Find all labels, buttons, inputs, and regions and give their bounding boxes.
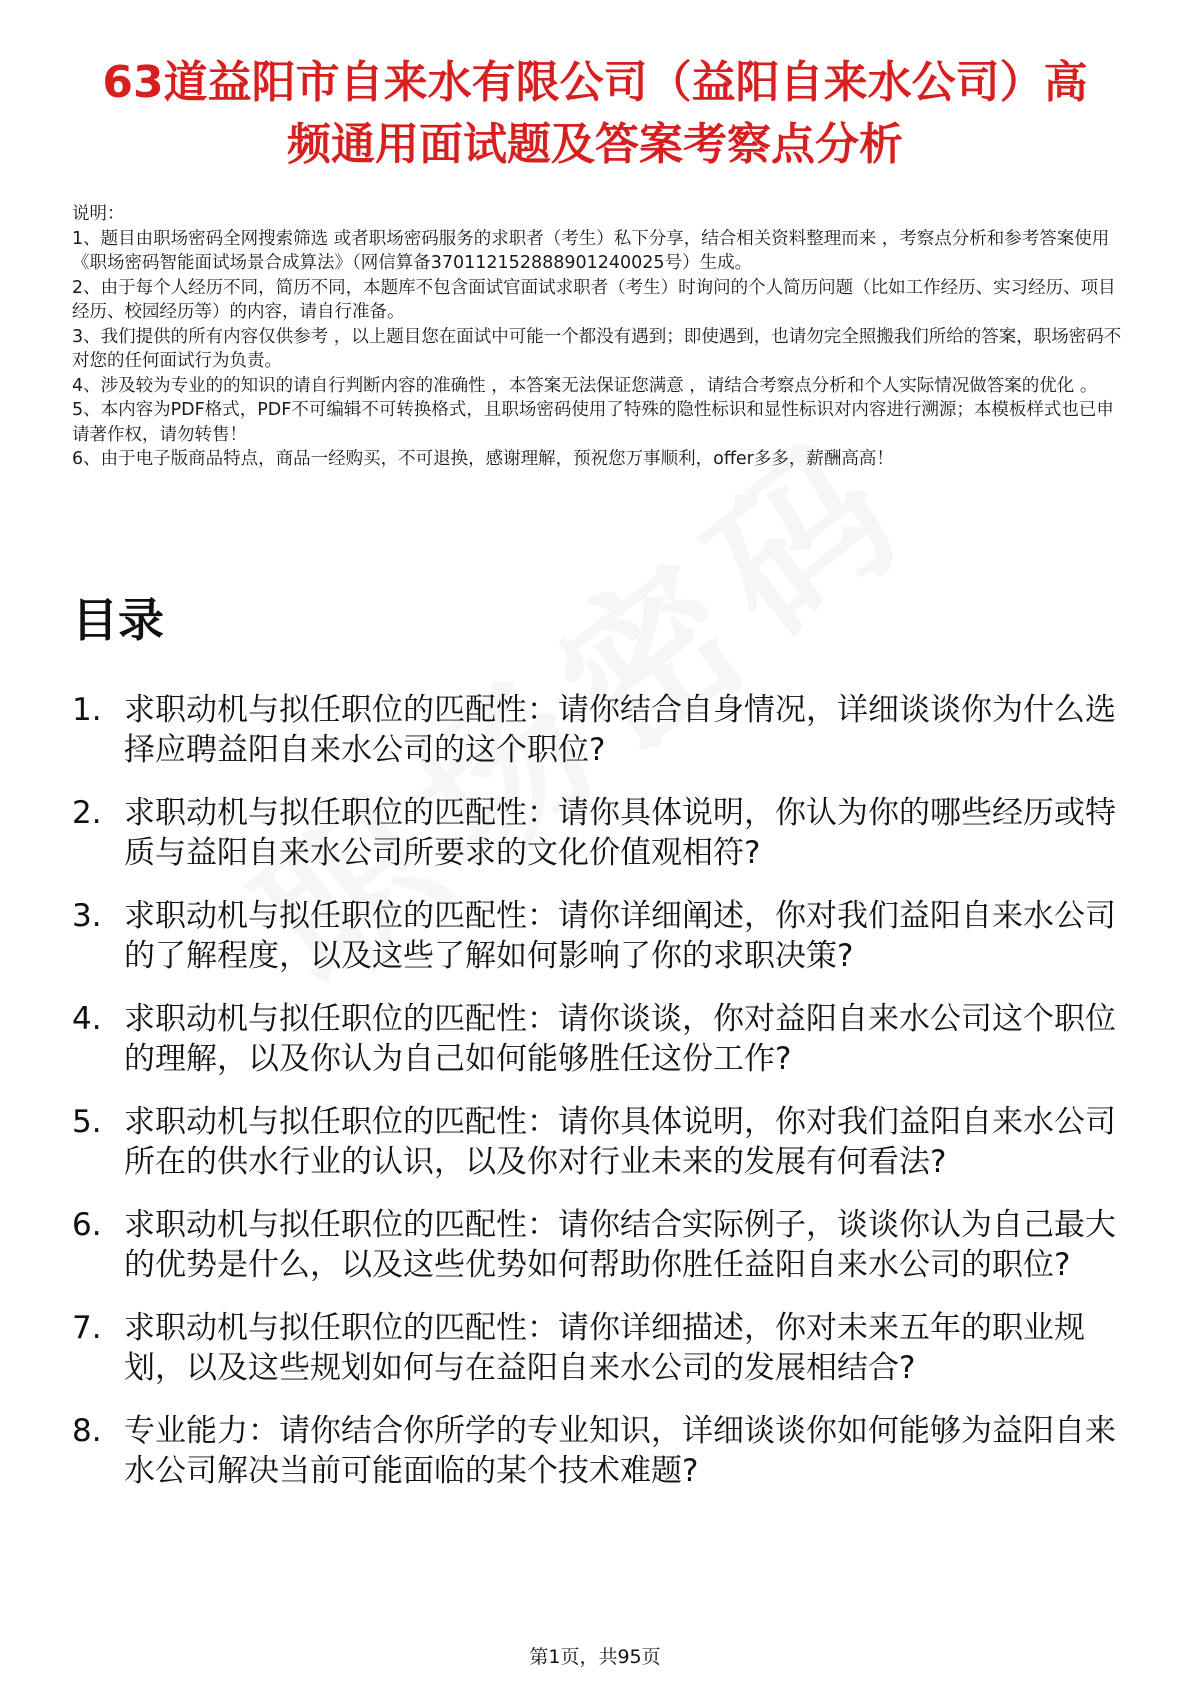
toc-item-text: 专业能力：请你结合你所学的专业知识，详细谈谈你如何能够为益阳自来水公司解决当前可能面临的某个技术难题? (124, 1413, 1116, 1489)
toc-item-number: 5. (72, 1104, 102, 1140)
document-title: 63道益阳市自来水有限公司（益阳自来水公司）高频通用面试题及答案考察点分析 (102, 57, 1088, 170)
note-item: 1、题目由职场密码全网搜索筛选 或者职场密码服务的求职者（考生）私下分享，结合相关资料整理而来 ，考察点分析和参考答案使用《职场密码智能面试场景合成算法》（网信算备370112152888901240025号）生成。 (72, 228, 1110, 273)
toc-item-number: 1. (72, 692, 102, 728)
note-item: 2、由于每个人经历不同，简历不同，本题库不包含面试官面试求职者（考生）时询问的个人简历问题（比如工作经历、实习经历、项目经历、校园经历等）的内容，请自行准备。 (72, 277, 1116, 322)
toc-item[interactable] (72, 1308, 1122, 1388)
toc-item[interactable] (72, 793, 1122, 873)
note-item: 4、涉及较为专业的的知识的请自行判断内容的准确性 ，本答案无法保证您满意 ，请结合考察点分析和个人实际情况做答案的优化 。 (72, 375, 1098, 396)
toc-item-number: 7. (72, 1310, 102, 1346)
toc-item-text: 求职动机与拟任职位的匹配性：请你具体说明，你对我们益阳自来水公司所在的供水行业的认识，以及你对行业未来的发展有何看法? (124, 1104, 1116, 1180)
note-item: 6、由于电子版商品特点，商品一经购买，不可退换，感谢理解，预祝您万事顺利，offer多多，薪酬高高！ (72, 449, 894, 469)
toc-item-number: 8. (72, 1413, 102, 1449)
toc-item[interactable] (72, 1102, 1122, 1182)
note-item: 3、我们提供的所有内容仅供参考 ，以上题目您在面试中可能一个都没有遇到；即使遇到，也请勿完全照搬我们所给的答案，职场密码不对您的任何面试行为负责。 (72, 326, 1122, 371)
toc-item-text: 求职动机与拟任职位的匹配性：请你详细阐述，你对我们益阳自来水公司的了解程度，以及这些了解如何影响了你的求职决策? (124, 898, 1116, 974)
toc-item-text: 求职动机与拟任职位的匹配性：请你谈谈，你对益阳自来水公司这个职位的理解，以及你认为自己如何能够胜任这份工作? (124, 1001, 1116, 1077)
note-item: 5、本内容为PDF格式，PDF不可编辑不可转换格式，且职场密码使用了特殊的隐性标识和显性标识对内容进行溯源；本模板样式也已申请著作权，请勿转售！ (72, 400, 1114, 445)
toc-item[interactable] (72, 896, 1122, 976)
toc-item-text: 求职动机与拟任职位的匹配性：请你结合实际例子，谈谈你认为自己最大的优势是什么，以及这些优势如何帮助你胜任益阳自来水公司的职位? (124, 1207, 1116, 1283)
toc-item[interactable] (72, 1205, 1122, 1285)
toc-item[interactable] (72, 999, 1122, 1079)
toc-item-text: 求职动机与拟任职位的匹配性：请你具体说明，你认为你的哪些经历或特质与益阳自来水公司所要求的文化价值观相符? (124, 795, 1116, 871)
toc-item-number: 3. (72, 898, 102, 934)
toc-item[interactable] (72, 690, 1122, 770)
toc-item-text: 求职动机与拟任职位的匹配性：请你结合自身情况，详细谈谈你为什么选择应聘益阳自来水公司的这个职位? (124, 692, 1116, 768)
notes-block (72, 202, 1122, 472)
page-footer: 第1页，共95页 (529, 1646, 661, 1668)
toc-heading: 目录 (72, 593, 164, 647)
toc-item-text: 求职动机与拟任职位的匹配性：请你详细描述，你对未来五年的职业规划，以及这些规划如何与在益阳自来水公司的发展相结合? (124, 1310, 1085, 1386)
toc-list (72, 690, 1122, 1514)
toc-item[interactable] (72, 1411, 1122, 1491)
toc-item-number: 4. (72, 1001, 102, 1037)
toc-item-number: 2. (72, 795, 102, 831)
notes-heading: 说明： (72, 204, 125, 224)
toc-item-number: 6. (72, 1207, 102, 1243)
